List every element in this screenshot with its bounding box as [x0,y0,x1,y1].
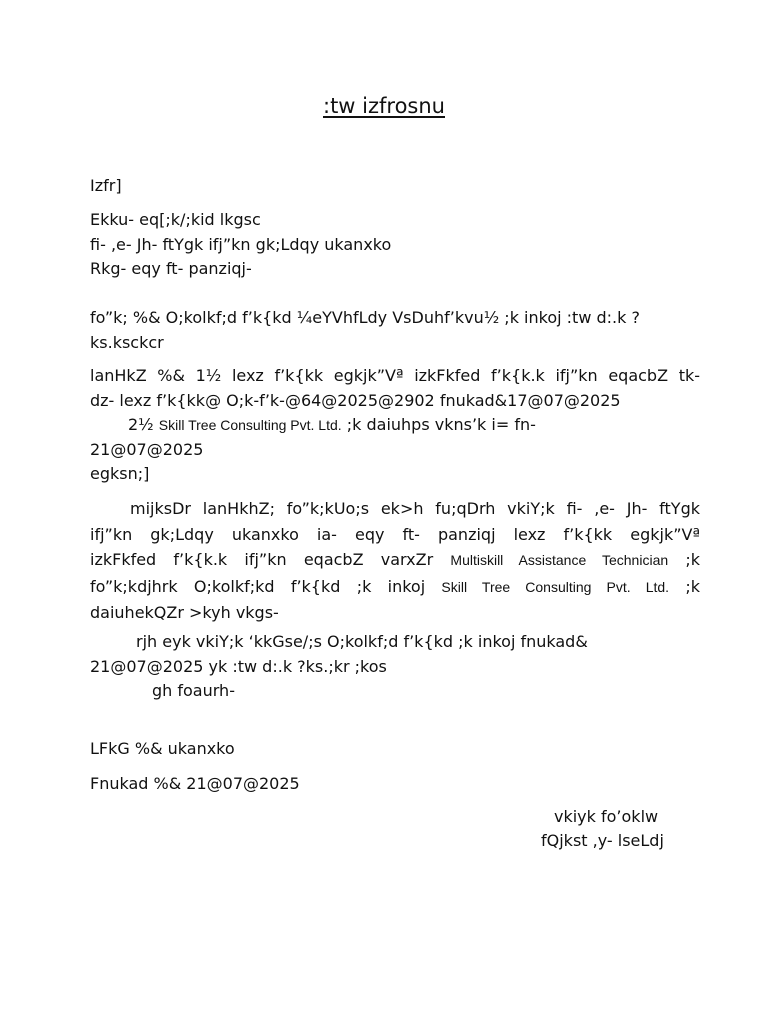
subject-line: ks.ksckcr [90,332,164,352]
body-line-mixed [90,547,700,574]
place-line [90,737,700,762]
recipient-address [90,208,700,282]
job-role: Multiskill Assistance Technician [450,552,669,568]
reference-block [90,364,700,487]
body-paragraph-1 [90,496,700,626]
body-line: ifj”kn gk;Ldqy ukanxko ia- eqy ft- panziqj lexz f’k{kk egkjk”Vª [90,524,700,544]
body-line: 21@07@2025 yk :tw d:.k ?ks.;kr ;kos [90,656,387,676]
address-line: Ekku- eq[;k/;kid lkgsc [90,210,261,229]
greeting: egksn;] [90,464,150,483]
body-line: daiuhekQZr >kyh vkgs- [90,603,279,622]
reference-number: 2½ [128,415,154,434]
company-name: Skill Tree Consulting Pvt. Ltd. [441,578,670,595]
body-text: ;k [685,576,700,596]
body-text: fo”k;kdjhrk O;kolkf;kd f’k{kd ;k inkoj [90,576,426,596]
body-paragraph-2 [90,630,700,704]
reference-line: lanHkZ %& 1½ lexz f’k{kk egkjk”Vª izkFkfed f’k{k.k ifj”kn eqacbZ tk- [90,366,700,385]
body-line: mijksDr lanHkhZ; fo”k;kUo;s ek>h fu;qDrh vkiY;k fi- ,e- Jh- ftYgk [130,499,700,518]
salutation [90,174,700,199]
body-text: izkFkfed f’k{k.k ifj”kn eqacbZ varxZr [90,550,434,569]
reference-date: 21@07@2025 [90,439,204,459]
place-text: LFkG %& ukanxko [90,739,235,758]
company-name: Skill Tree Consulting Pvt. Ltd. [158,417,342,433]
body-line-mixed [90,574,700,601]
address-line: fi- ,e- Jh- ftYgk ifj”kn gk;Ldqy ukanxko [90,234,392,254]
reference-line-2 [90,413,700,438]
letter-title: :tw izfrosnu [323,94,445,118]
address-line: Rkg- eqy ft- panziqj- [90,259,252,278]
body-line: rjh eyk vkiY;k ‘kkGse/;s O;kolkf;d f’k{kd ;k inkoj fnukad& [136,632,588,651]
salutation-text: Izfr] [90,176,122,195]
reference-line: dz- lexz f’k{kk@ O;k-f’k-@64@2025@2902 fnukad&17@07@2025 [90,390,621,410]
signature-closing: vkiyk fo’oklw [554,807,659,826]
body-text: ;k [685,550,701,569]
date-text: Fnukad %& 21@07@2025 [90,774,300,793]
reference-text: ;k daiuhps vkns’k i= fn- [346,415,536,434]
signature-name: fQjkst ,y- lseLdj [541,831,664,850]
body-line: gh foaurh- [152,681,235,700]
date-line [90,772,700,797]
subject-block [90,306,700,355]
subject-line: fo”k; %& O;kolkf;d f’k{kd ¼eYVhfLdy VsDuhf’kvu½ ;k inkoj :tw d:.k ? [90,308,640,327]
